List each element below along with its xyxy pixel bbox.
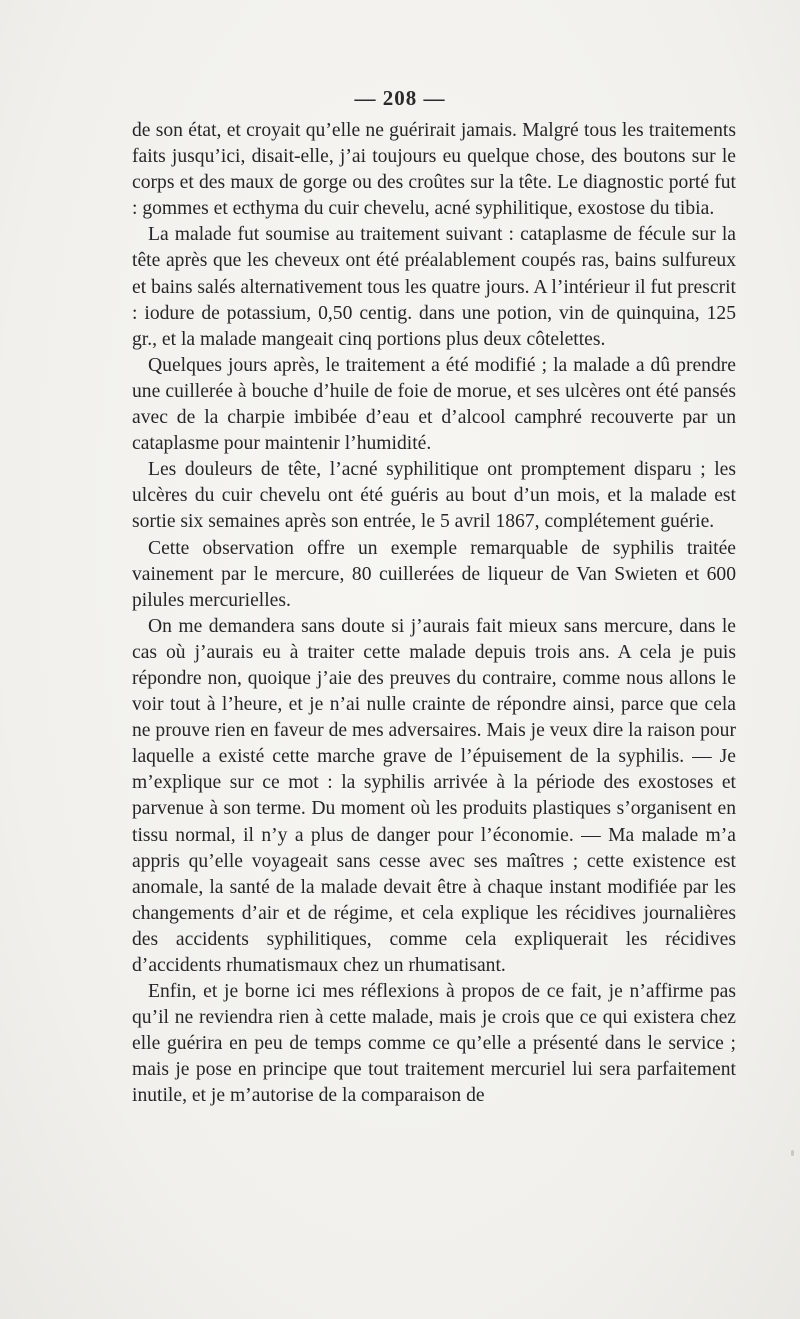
paragraph: Quelques jours après, le traitement a été modifié ; la malade a dû prendre une cuillerée à bouche d’huile de foie de morue, et ses ulcères ont été pansés avec de la charpie imbibée d’eau et d’alcool camphré recouverte par un cataplasme pour maintenir l’humidité.	[132, 354, 736, 455]
paragraph: On me demandera sans doute si j’aurais fait mieux sans mercure, dans le cas où j’aurais eu à traiter cette malade depuis trois ans. A cela je puis répondre non, quoique j’aie des preuves du contraire, comme nous allons le voir tout à l’heure, et je n’ai nulle crainte de répondre ainsi, parce que cela ne prouve rien en faveur de mes adversaires. Mais je veux dire la raison pour laquelle a existé cette marche grave de l’épuisement de la syphilis. — Je m’explique sur ce mot : la syphilis arrivée à la période des exostoses et parvenue à son terme. Du moment où les produits plastiques s’organisent en tissu normal, il n’y a plus de danger pour l’économie. — Ma malade m’a appris qu’elle voyageait sans cesse avec ses maîtres ; cette existence est anomale, la santé de la malade devait être à chaque instant modifiée par les changements d’air et de régime, et cela explique les récidives journalières des accidents syphilitiques, comme cela expliquerait les récidives d’accidents rhumatismaux chez un rhumatisant.	[132, 615, 736, 976]
page-number: — 208 —	[354, 86, 446, 110]
paragraph: Cette observation offre un exemple remarquable de syphilis traitée vainement par le mercure, 80 cuillerées de liqueur de Van Swieten et 600 pilules mercurielles.	[132, 537, 736, 611]
paragraph: Les douleurs de tête, l’acné syphilitique ont promptement disparu ; les ulcères du cuir chevelu ont été guéris au bout d’un mois, et la malade est sortie six semaines après son entrée, le 5 avril 1867, complétement guérie.	[132, 459, 736, 533]
paragraph: Enfin, et je borne ici mes réflexions à propos de ce fait, je n’affirme pas qu’il ne reviendra rien à cette malade, mais je crois que ce qui existera chez elle guérira en peu de temps comme ce qu’elle a présenté dans le service ; mais je pose en principe que tout traitement mercuriel lui sera parfaitement inutile, et je m’autorise de la comparaison de	[132, 981, 736, 1107]
paragraph: de son état, et croyait qu’elle ne guérirait jamais. Malgré tous les traitements faits jusqu’ici, disait-elle, j’ai toujours eu quelque chose, des boutons sur le corps et des maux de gorge ou des croûtes sur la tête. Le diagnostic porté fut : gommes et ecthyma du cuir chevelu, acné syphilitique, exostose du tibia.	[132, 120, 736, 220]
page-edge-mark	[791, 1150, 794, 1156]
paragraph: La malade fut soumise au traitement suivant : cataplasme de fécule sur la tête après que les cheveux ont été préalablement coupés ras, bains sulfureux et bains salés alternativement tous les quatre jours. A l’intérieur il fut prescrit : iodure de potassium, 0,50 centig. dans une potion, vin de quinquina, 125 gr., et la malade mangeait cinq portions plus deux côtelettes.	[132, 224, 736, 350]
body-text	[132, 118, 736, 1110]
